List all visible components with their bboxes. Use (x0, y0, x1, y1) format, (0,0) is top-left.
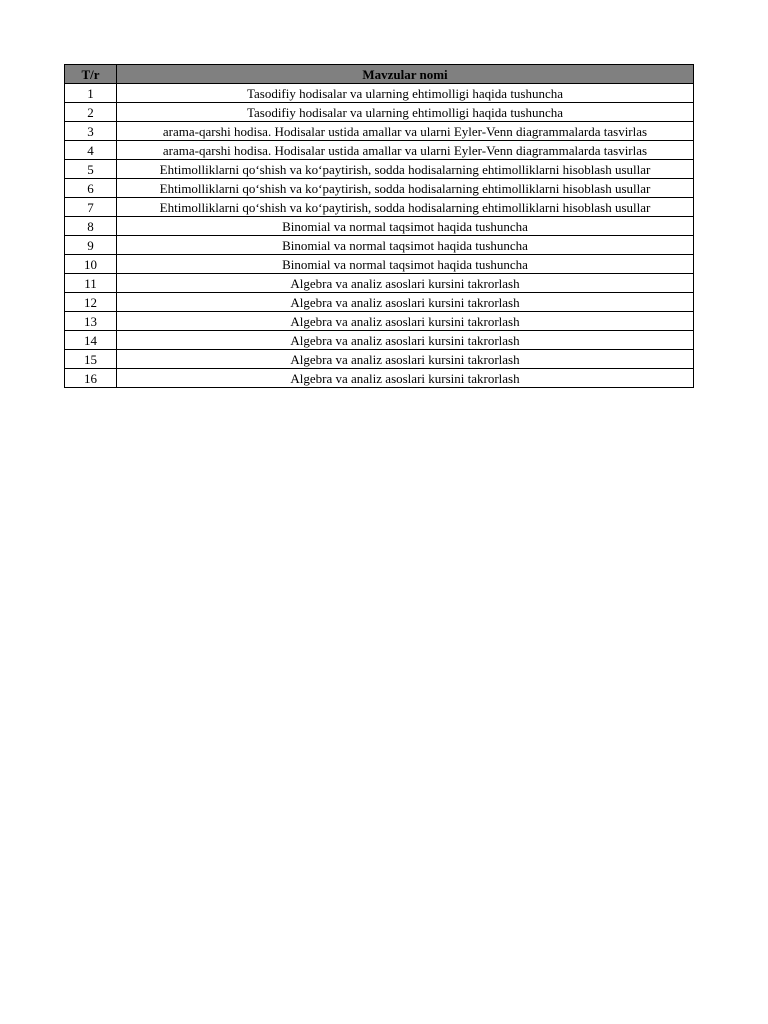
row-number-cell: 10 (65, 255, 117, 274)
table-row (65, 122, 694, 141)
row-number-cell: 6 (65, 179, 117, 198)
topic-cell: Tasodifiy hodisalar va ularning ehtimolligi haqida tushuncha (117, 103, 694, 122)
row-number-cell: 5 (65, 160, 117, 179)
topic-cell: Ehtimolliklarni qo‘shish va ko‘paytirish, sodda hodisalarning ehtimolliklarni hisoblash usullar (117, 198, 694, 217)
topic-cell: Ehtimolliklarni qo‘shish va ko‘paytirish, sodda hodisalarning ehtimolliklarni hisoblash usullar (117, 179, 694, 198)
column-header-topic: Mavzular nomi (117, 65, 694, 84)
table-row (65, 141, 694, 160)
table-row (65, 293, 694, 312)
topic-cell: Binomial va normal taqsimot haqida tushuncha (117, 217, 694, 236)
table-row (65, 236, 694, 255)
row-number-cell: 16 (65, 369, 117, 388)
row-number-cell: 13 (65, 312, 117, 331)
row-number-cell: 8 (65, 217, 117, 236)
row-number-cell: 15 (65, 350, 117, 369)
row-number-cell: 7 (65, 198, 117, 217)
topic-cell: Algebra va analiz asoslari kursini takrorlash (117, 350, 694, 369)
row-number-cell: 2 (65, 103, 117, 122)
topic-cell: arama-qarshi hodisa. Hodisalar ustida amallar va ularni Eyler-Venn diagrammalarda tasvirlas (117, 122, 694, 141)
table-body (65, 84, 694, 388)
table-row (65, 103, 694, 122)
topic-cell: Algebra va analiz asoslari kursini takrorlash (117, 274, 694, 293)
table-row (65, 274, 694, 293)
row-number-cell: 12 (65, 293, 117, 312)
topic-cell: Algebra va analiz asoslari kursini takrorlash (117, 312, 694, 331)
topic-cell: Algebra va analiz asoslari kursini takrorlash (117, 369, 694, 388)
topic-cell: Ehtimolliklarni qo‘shish va ko‘paytirish, sodda hodisalarning ehtimolliklarni hisoblash usullar (117, 160, 694, 179)
topic-cell: Binomial va normal taqsimot haqida tushuncha (117, 255, 694, 274)
table-row (65, 350, 694, 369)
table-row (65, 198, 694, 217)
row-number-cell: 9 (65, 236, 117, 255)
table-row (65, 312, 694, 331)
topics-table (64, 64, 694, 388)
table-header (65, 65, 694, 84)
row-number-cell: 14 (65, 331, 117, 350)
table-row (65, 369, 694, 388)
topic-cell: arama-qarshi hodisa. Hodisalar ustida amallar va ularni Eyler-Venn diagrammalarda tasvirlas (117, 141, 694, 160)
topic-cell: Algebra va analiz asoslari kursini takrorlash (117, 331, 694, 350)
column-header-number: T/r (65, 65, 117, 84)
row-number-cell: 3 (65, 122, 117, 141)
table-row (65, 84, 694, 103)
table-row (65, 255, 694, 274)
table-row (65, 160, 694, 179)
header-row (65, 65, 694, 84)
topic-cell: Algebra va analiz asoslari kursini takrorlash (117, 293, 694, 312)
row-number-cell: 4 (65, 141, 117, 160)
row-number-cell: 11 (65, 274, 117, 293)
row-number-cell: 1 (65, 84, 117, 103)
topic-cell: Binomial va normal taqsimot haqida tushuncha (117, 236, 694, 255)
table-row (65, 179, 694, 198)
table-row (65, 331, 694, 350)
topic-cell: Tasodifiy hodisalar va ularning ehtimolligi haqida tushuncha (117, 84, 694, 103)
table-row (65, 217, 694, 236)
